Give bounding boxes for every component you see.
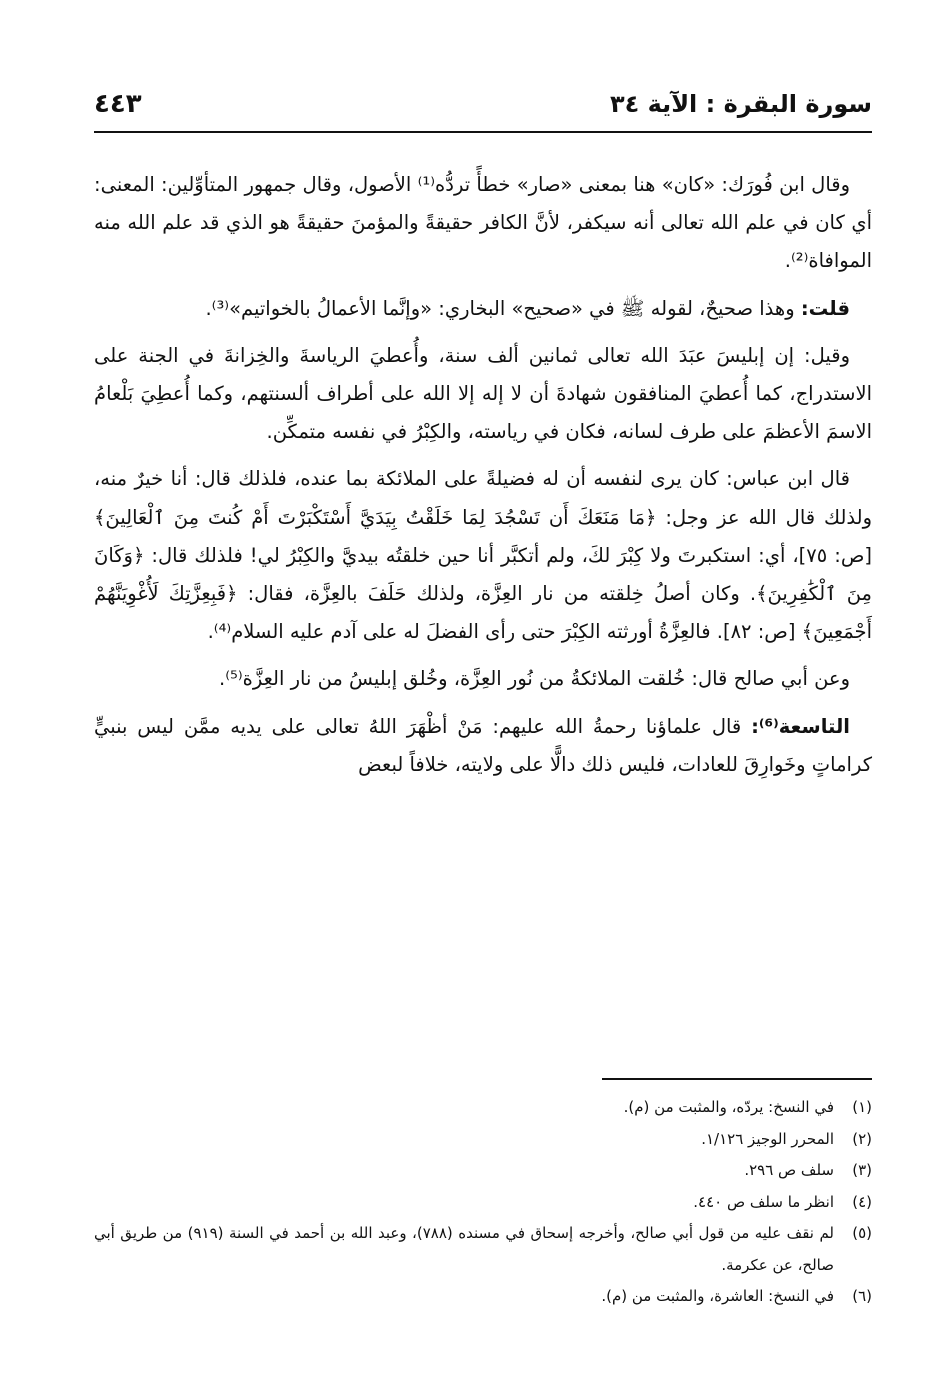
running-header <box>94 86 872 126</box>
body-text <box>94 166 872 793</box>
footnote-separator <box>602 1078 872 1080</box>
footnote-number: (١) <box>852 1098 872 1116</box>
footnote-number: (٥) <box>852 1224 872 1242</box>
paragraph-text: قال ابن عباس: كان يرى لنفسه أن له فضيلةً على الملائكة بما عنده، فلذلك قال: أنا خيرٌ منه، ولذلك قال الله عز وجل: ﴿مَا مَنَعَكَ أَن تَسْجُدَ لِمَا خَلَقْتُ بِيَدَيَّ أَسْتَكْبَرْتَ أَمْ كُنتَ مِنَ ٱلْعَالِينَ﴾ [ص: ٧٥]، أي: استكبرتَ ولا كِبْرَ لكَ، ولم أتكبَّر أنا حين خلقتُه بيديَّ والكِبْرُ لي! فلذلك قال: ﴿وَكَانَ مِنَ ٱلْكَٰفِرِينَ﴾. وكان أصلُ خِلقته من نار العِزَّة، ولذلك حَلَفَ بالعِزَّة، فقال: ﴿فَبِعِزَّتِكَ لَأُغْوِيَنَّهُمْ أَجْمَعِينَ﴾ [ص: ٨٢]. فالعِزَّةُ أورثته الكِبْرَ حتى رأى الفضلَ له على آدم عليه السلام⁽⁴⁾. <box>94 467 872 644</box>
footnote-text: انظر ما سلف ص ٤٤٠. <box>693 1192 834 1211</box>
footnote-number: (٦) <box>852 1287 872 1305</box>
footnotes <box>94 1092 872 1313</box>
footnote-text: سلف ص ٢٩٦. <box>744 1161 834 1179</box>
paragraph-text: وعن أبي صالح قال: خُلقت الملائكةُ من نُور العِزَّة، وخُلق إبليسُ من نار العِزَّة⁽⁵⁾. <box>219 667 850 691</box>
footnote-number: (٣) <box>852 1161 872 1179</box>
paragraph-abu-salih <box>94 660 872 698</box>
footnote <box>94 1187 872 1219</box>
header-title: سورة البقرة : الآية ٣٤ <box>609 90 872 118</box>
paragraph-ibn-furak <box>94 166 872 281</box>
page-number: ٤٤٣ <box>94 89 142 119</box>
paragraph-text: وقال ابن فُورَك: «كان» هنا بمعنى «صار» خطأً تردُّه⁽¹⁾ الأصول، وقال جمهور المتأوِّلين: المعنى: أي كان في علم الله تعالى أنه سيكفر، لأنَّ الكافر حقيقةً والمؤمنَ حقيقةً هو الذي قد علم الله منه الموافاة⁽²⁾. <box>94 173 872 273</box>
footnote-number: (٤) <box>852 1192 872 1211</box>
footnote <box>94 1092 872 1124</box>
header-rule <box>94 131 872 133</box>
paragraph-text: وقيل: إن إبليسَ عبَدَ الله تعالى ثمانين ألف سنة، وأُعطيَ الرياسةَ والخِزانةَ في الجنة على الاستدراج، كما أُعطيَ المنافقون شهادةَ أن لا إله إلا الله على أطراف ألسنتهم، وكما أُعطِيَ بَلْعامُ الاسمَ الأعظمَ على طرف لسانه، فكان في رياسته، والكِبْرُ في نفسه متمكِّن. <box>94 343 872 444</box>
paragraph-ibn-abbas <box>94 460 872 651</box>
footnote <box>94 1155 872 1187</box>
footnote-text: في النسخ: العاشرة، والمثبت من (م). <box>601 1287 834 1305</box>
paragraph-qultu <box>94 290 872 328</box>
footnote-number: (٢) <box>852 1129 872 1148</box>
footnote-text: المحرر الوجيز ١/١٢٦. <box>701 1129 834 1148</box>
paragraph-ninth-issue <box>94 708 872 784</box>
footnote <box>94 1124 872 1156</box>
paragraph-lead: قلت: <box>800 296 850 320</box>
paragraph-iblis-worship <box>94 337 872 452</box>
footnote-text: في النسخ: يردّه، والمثبت من (م). <box>623 1098 834 1116</box>
paragraph-text: وهذا صحيحٌ، لقوله ﷺ في «صحيح» البخاري: «وإنَّما الأعمالُ بالخواتيم»⁽³⁾. <box>205 296 801 320</box>
paragraph-text: قال علماؤنا رحمةُ الله عليهم: مَنْ أظْهَرَ اللهُ تعالى على يديه ممَّن ليس بنبيٍّ كراماتٍ وخَوارِقَ للعادات، فليس ذلك دالًّا على ولايته، خلافاً لبعض <box>94 714 872 776</box>
footnote <box>94 1281 872 1313</box>
footnote <box>94 1218 872 1281</box>
footnote-text: لم نقف عليه من قول أبي صالح، وأخرجه إسحاق في مسنده (٧٨٨)، وعبد الله بن أحمد في السنة (٩١٩) من طريق أبي صالح، عن عكرمة. <box>94 1224 834 1274</box>
paragraph-lead: التاسعة⁽⁶⁾: <box>751 714 850 738</box>
